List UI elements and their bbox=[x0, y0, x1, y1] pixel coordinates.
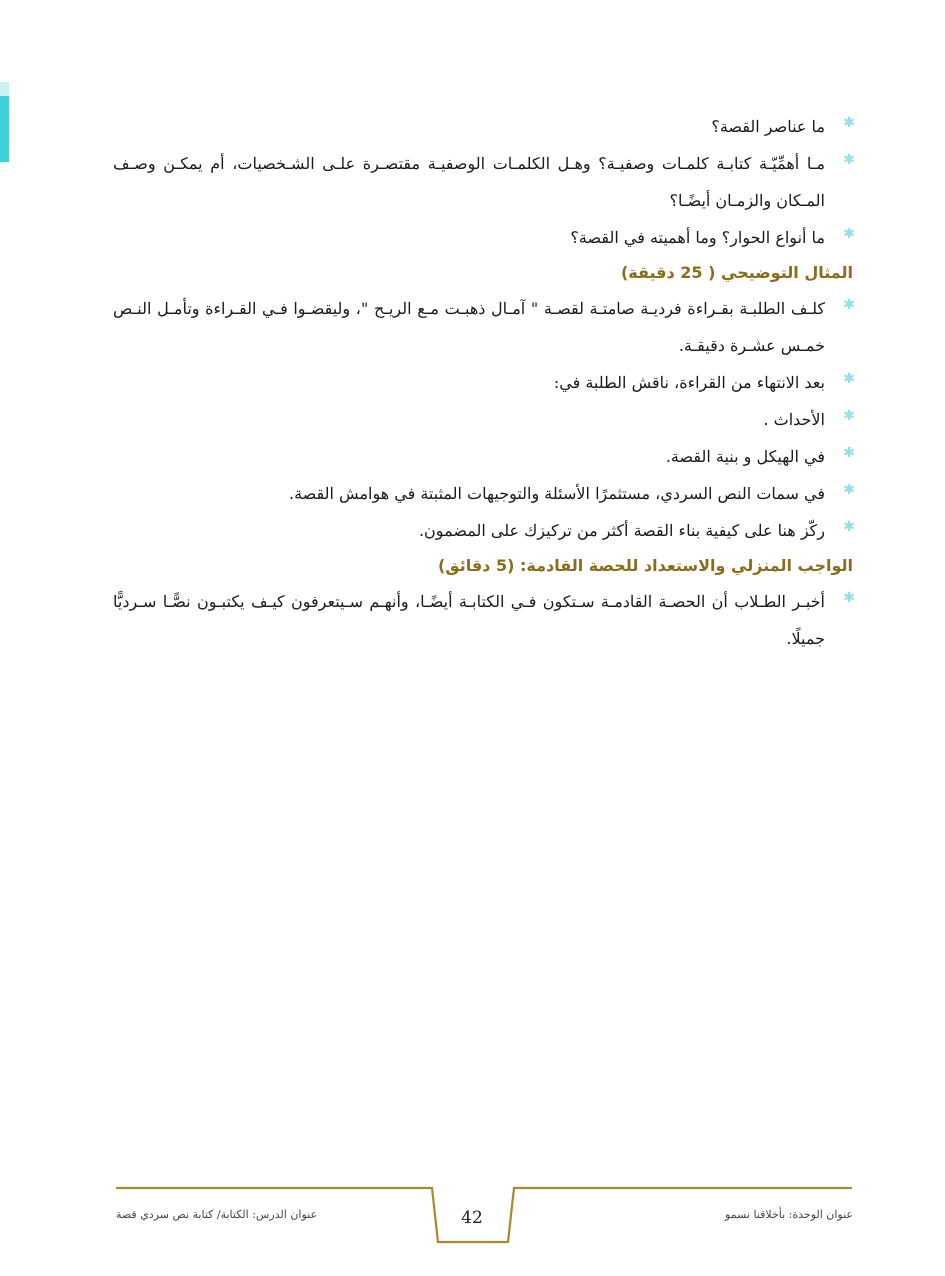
list-item-text: كلـف الطلبـة بقـراءة فرديـة صامتـة لقصـة " آمـال ذهبـت مـع الريـح "، وليقضـوا فـي القـراءة وتأمـل النـص خمـس عشـرة دقيقـة. bbox=[113, 299, 825, 355]
bullet-star-icon: ✱ bbox=[843, 408, 855, 424]
footer-lesson-title: عنوان الدرس: الكتابة/ كتابة نص سردي قصة bbox=[116, 1208, 318, 1221]
footer-unit-title: عنوان الوحدة: بأخلاقنا نسمو bbox=[725, 1208, 853, 1221]
list-item-text: أخبـر الطـلاب أن الحصـة القادمـة سـتكون فـي الكتابـة أيضًـا، وأنهـم سـيتعرفون كيـف يكتبـون نصًّـا سـرديًّا جميلًا. bbox=[113, 592, 825, 648]
list-item bbox=[113, 290, 853, 364]
list-item bbox=[113, 364, 853, 401]
bullet-star-icon: ✱ bbox=[843, 519, 855, 535]
bullet-star-icon: ✱ bbox=[843, 115, 855, 131]
page-number: 42 bbox=[461, 1208, 483, 1228]
list-item bbox=[113, 583, 853, 657]
bullet-star-icon: ✱ bbox=[843, 297, 855, 313]
bullet-star-icon: ✱ bbox=[843, 371, 855, 387]
list-item-text: الأحداث . bbox=[763, 410, 825, 429]
list-item bbox=[113, 475, 853, 512]
question-item bbox=[113, 219, 853, 256]
bullet-star-icon: ✱ bbox=[843, 590, 855, 606]
bullet-star-icon: ✱ bbox=[843, 152, 855, 168]
lesson-content bbox=[113, 108, 853, 657]
list-item-text: ركّز هنا على كيفية بناء القصة أكثر من تركيزك على المضمون. bbox=[418, 521, 825, 540]
list-item-text: بعد الانتهاء من القراءة، ناقش الطلبة في: bbox=[553, 373, 825, 392]
question-text: مـا أهمِّيّـة كتابـة كلمـات وصفيـة؟ وهـل الكلمـات الوصفيـة مقتصـرة علـى الشـخصيات، أم يمكـن وصـف المـكان والزمـان أيضًـا؟ bbox=[113, 154, 825, 210]
list-item bbox=[113, 401, 853, 438]
list-item bbox=[113, 438, 853, 475]
question-item bbox=[113, 145, 853, 219]
list-item-text: في الهيكل و بنية القصة. bbox=[665, 447, 825, 466]
section-heading-example: المثال التوضيحي ( 25 دقيقة) bbox=[620, 263, 853, 282]
list-item-text: في سمات النص السردي، مستثمرًا الأسئلة والتوجيهات المثبتة في هوامش القصة. bbox=[289, 484, 825, 503]
bullet-star-icon: ✱ bbox=[843, 482, 855, 498]
list-item bbox=[113, 512, 853, 549]
bullet-star-icon: ✱ bbox=[843, 226, 855, 242]
question-text: ما أنواع الحوار؟ وما أهميته في القصة؟ bbox=[570, 228, 825, 247]
question-text: ما عناصر القصة؟ bbox=[711, 117, 825, 136]
question-item bbox=[113, 108, 853, 145]
section-heading-homework: الواجب المنزلي والاستعداد للحصة القادمة: (5 دقائق) bbox=[437, 556, 853, 575]
edge-color-tab bbox=[0, 82, 9, 162]
bullet-star-icon: ✱ bbox=[843, 445, 855, 461]
